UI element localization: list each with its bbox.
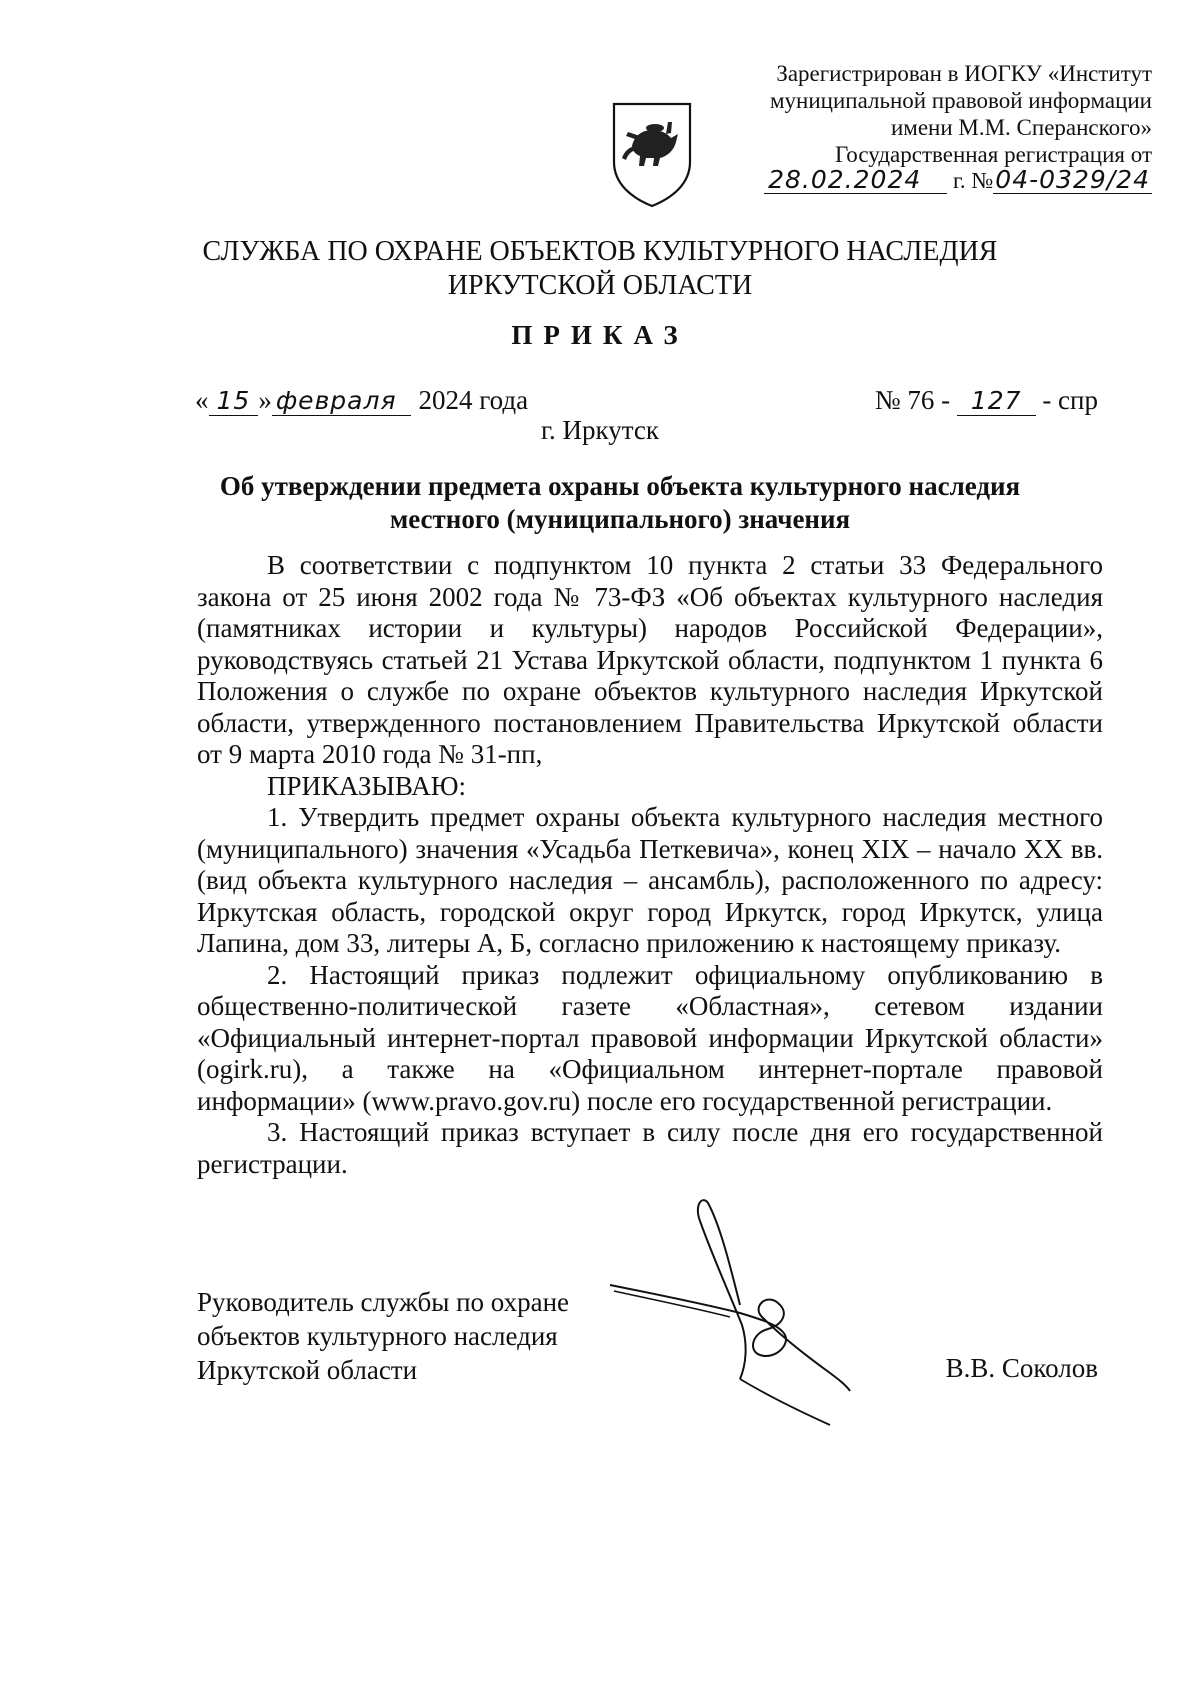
order-title xyxy=(180,470,1060,536)
registration-line-4: Государственная регистрация от xyxy=(835,142,1152,167)
coat-of-arms xyxy=(608,100,696,213)
agency-line-1: СЛУЖБА ПО ОХРАНЕ ОБЪЕКТОВ КУЛЬТУРНОГО НАСЛЕДИЯ xyxy=(202,236,998,267)
signature-drawing xyxy=(590,1195,860,1435)
signatory-position-line-2: объектов культурного наследия xyxy=(197,1321,558,1351)
order-number xyxy=(875,385,1098,416)
order-item-2: 2. Настоящий приказ подлежит официальному опубликованию в общественно-политической газете «Областная», сетевом издании «Официальный интернет-портал правовой информации Иркутской области» (ogirk.ru), а также на «Официальном интернет-портале правовой информации» (www.pravo.gov.ru) после его государственной регистрации. xyxy=(197,959,1103,1116)
registration-stamp xyxy=(712,60,1152,194)
order-date xyxy=(195,385,528,416)
order-city: г. Иркутск xyxy=(541,415,659,445)
order-body xyxy=(197,550,1103,1180)
order-item-1: 1. Утвердить предмет охраны объекта культурного наследия местного (муниципального) значения «Усадьба Петкевича», конец XIX – начало XX вв. (вид объекта культурного наследия – ансамбль), расположенного по адресу: Иркутская область, городской округ город Иркутск, город Иркутск, улица Лапина, дом 33, литеры А, Б, согласно приложению к настоящему приказу. xyxy=(197,802,1103,958)
order-number-suffix: - спр xyxy=(1042,385,1098,415)
order-word: ПРИКАЗЫВАЮ: xyxy=(267,770,466,801)
order-number-prefix: № 76 - xyxy=(874,385,951,415)
order-day: 15 xyxy=(209,386,259,416)
handwritten-signature xyxy=(590,1195,860,1440)
signatory-position xyxy=(197,1285,569,1387)
registration-date: 28.02.2024 xyxy=(764,166,947,194)
registration-number: 04-0329/24 xyxy=(995,165,1150,194)
registration-line-3: имени М.М. Сперанского» xyxy=(890,115,1152,140)
date-open-quote: « xyxy=(195,385,209,415)
order-month: февраля xyxy=(272,386,411,416)
title-line-1: Об утверждении предмета охраны объекта культурного наследия xyxy=(219,471,1021,501)
agency-line-2: ИРКУТСКОЙ ОБЛАСТИ xyxy=(447,270,753,301)
date-close-quote: » xyxy=(258,385,272,415)
registration-line-1: Зарегистрирован в ИОГКУ «Институт xyxy=(776,61,1152,86)
title-line-2: местного (муниципального) значения xyxy=(389,504,851,534)
irkutsk-coat-of-arms-icon xyxy=(608,100,696,208)
signatory-position-line-1: Руководитель службы по охране xyxy=(197,1287,570,1317)
registration-line-2: муниципальной правовой информации xyxy=(769,88,1152,113)
signatory-name: В.В. Соколов xyxy=(945,1353,1098,1383)
order-number-value: 127 xyxy=(957,386,1036,416)
preamble-paragraph: В соответствии с подпунктом 10 пункта 2 статьи 33 Федерального закона от 25 июня 2002 года № 73-ФЗ «Об объектах культурного наследия (памятниках истории и культуры) народов Российской Федерации», руководствуясь статьей 21 Устава Иркутской области, подпунктом 1 пункта 6 Положения о службе по охране объектов культурного наследия Иркутской области, утвержденного постановлением Правительства Иркутской области от 9 марта 2010 года № 31-пп, xyxy=(197,550,1103,769)
registration-date-number-line xyxy=(712,166,1152,194)
order-item-3: 3. Настоящий приказ вступает в силу после дня его государственной регистрации. xyxy=(197,1117,1103,1179)
registration-number-sign: № xyxy=(971,168,994,193)
agency-name xyxy=(0,235,1200,303)
registration-year-suffix: г. xyxy=(953,168,966,193)
document-type: ПРИКАЗ xyxy=(511,320,689,350)
order-year: 2024 года xyxy=(418,385,529,415)
signatory-position-line-3: Иркутской области xyxy=(197,1355,418,1385)
